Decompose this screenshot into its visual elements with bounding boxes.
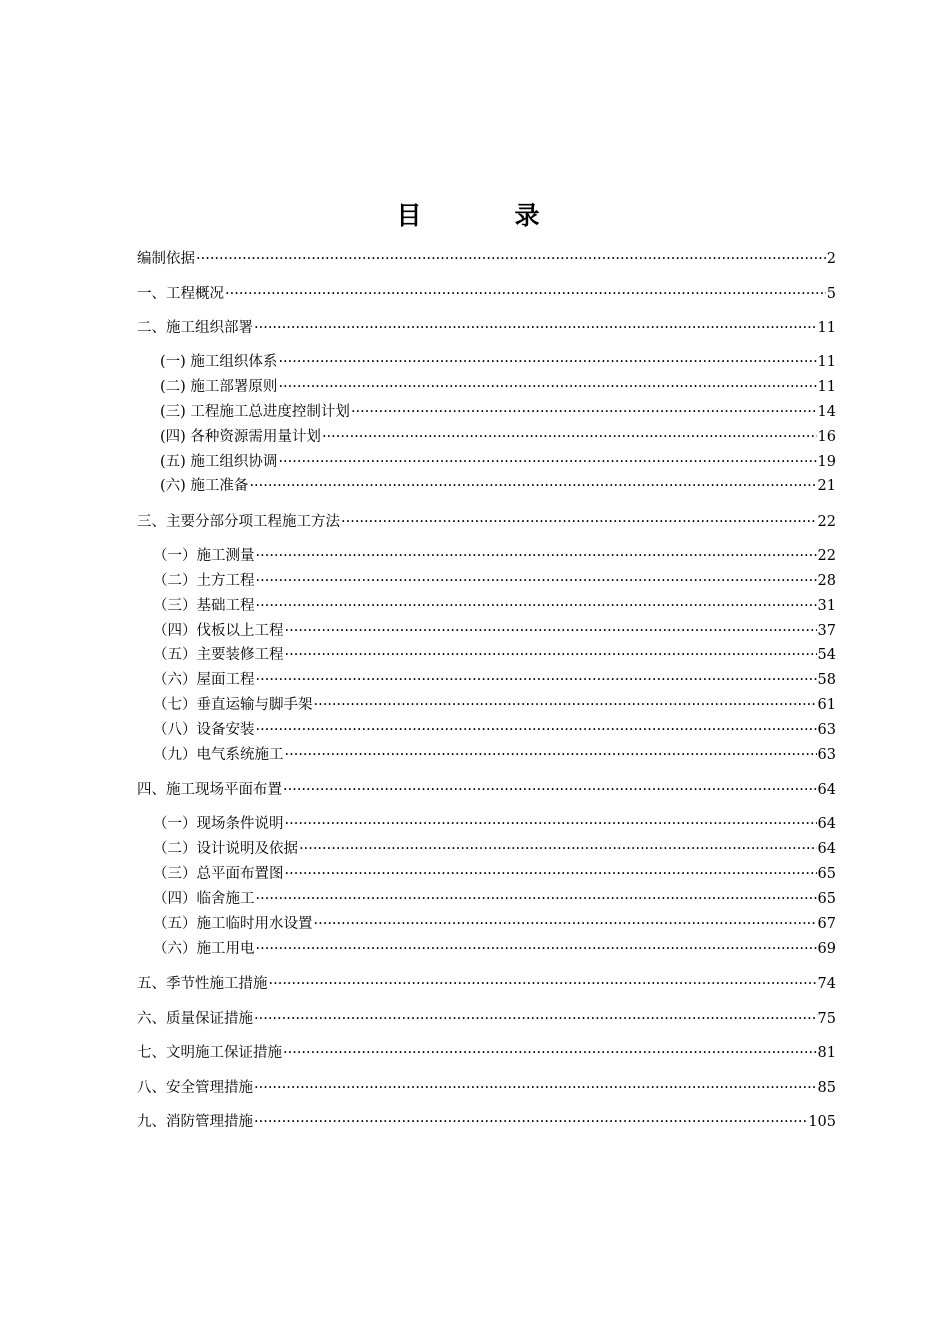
toc-entry-subsection[interactable] bbox=[137, 718, 836, 743]
dot-leader bbox=[249, 474, 816, 499]
dot-leader bbox=[256, 887, 817, 912]
toc-entry-label: （七）垂直运输与脚手架 bbox=[153, 697, 313, 714]
toc-entry-label: 二、施工组织部署 bbox=[137, 320, 253, 336]
toc-entry-label: （九）电气系统施工 bbox=[153, 746, 284, 763]
dot-leader bbox=[314, 912, 817, 937]
toc-entry-page: 28 bbox=[817, 572, 836, 589]
toc-entry-label: 七、文明施工保证措施 bbox=[137, 1045, 282, 1062]
toc-entry-section-1[interactable] bbox=[137, 282, 836, 306]
dot-leader bbox=[341, 510, 817, 534]
toc-entry-page: 16 bbox=[817, 428, 836, 445]
toc-entry-page: 11 bbox=[817, 320, 836, 336]
toc-entry-section-8[interactable] bbox=[137, 1076, 836, 1100]
toc-entry-subsection[interactable] bbox=[137, 912, 836, 937]
toc-entry-subsection[interactable] bbox=[137, 668, 836, 693]
toc-entry-page: 65 bbox=[817, 866, 836, 883]
toc-entry-label: 五、季节性施工措施 bbox=[137, 976, 268, 993]
toc-entry-label: (一) 施工组织体系 bbox=[160, 354, 278, 370]
toc-entry-section-5[interactable] bbox=[137, 972, 836, 996]
toc-entry-label: （八）设备安装 bbox=[153, 722, 255, 739]
toc-entry-page: 22 bbox=[817, 547, 836, 564]
toc-entry-label: 八、安全管理措施 bbox=[137, 1079, 253, 1096]
toc-entry-page: 5 bbox=[826, 285, 836, 302]
toc-entry-page: 11 bbox=[817, 378, 836, 395]
dot-leader bbox=[225, 282, 826, 306]
dot-leader bbox=[256, 569, 817, 594]
toc-entry-page: 19 bbox=[817, 453, 836, 470]
toc-entry-label: (二) 施工部署原则 bbox=[160, 378, 278, 395]
toc-entry-page: 105 bbox=[808, 1114, 836, 1131]
toc-entry-subsection[interactable] bbox=[137, 643, 836, 668]
toc-entry-subsection[interactable] bbox=[137, 474, 836, 499]
toc-entry-label: 三、主要分部分项工程施工方法 bbox=[137, 513, 340, 530]
dot-leader bbox=[299, 837, 817, 862]
dot-leader bbox=[256, 544, 817, 569]
toc-entry-page: 2 bbox=[826, 251, 836, 267]
dot-leader bbox=[278, 450, 816, 475]
toc-entry-page: 63 bbox=[817, 722, 836, 739]
toc-entry-page: 64 bbox=[817, 816, 836, 833]
toc-entry-subsection[interactable] bbox=[137, 743, 836, 768]
dot-leader bbox=[254, 316, 817, 340]
dot-leader bbox=[278, 350, 816, 375]
toc-entry-page: 22 bbox=[817, 513, 836, 530]
toc-entry-label: (五) 施工组织协调 bbox=[160, 453, 278, 470]
toc-entry-page: 75 bbox=[817, 1010, 836, 1027]
dot-leader bbox=[256, 718, 817, 743]
toc-entry-label: （六）屋面工程 bbox=[153, 672, 255, 689]
toc-entry-page: 63 bbox=[817, 746, 836, 763]
toc-entry-page: 21 bbox=[817, 478, 836, 495]
toc-entry-label: （二）设计说明及依据 bbox=[153, 841, 298, 858]
dot-leader bbox=[283, 778, 817, 802]
toc-entry-subsection[interactable] bbox=[137, 812, 836, 837]
toc-entry-page: 69 bbox=[817, 940, 836, 957]
toc-entry-subsection[interactable] bbox=[137, 837, 836, 862]
table-of-contents bbox=[137, 247, 836, 1134]
dot-leader bbox=[269, 972, 817, 996]
toc-entry-label: 编制依据 bbox=[137, 251, 195, 267]
toc-entry-label: （五）施工临时用水设置 bbox=[153, 915, 313, 932]
toc-entry-section-9[interactable] bbox=[137, 1110, 836, 1134]
toc-entry-page: 81 bbox=[817, 1045, 836, 1062]
toc-entry-section-6[interactable] bbox=[137, 1007, 836, 1031]
toc-entry-page: 64 bbox=[817, 782, 836, 799]
toc-entry-subsection[interactable] bbox=[137, 887, 836, 912]
toc-entry-page: 14 bbox=[817, 403, 836, 420]
dot-leader bbox=[283, 1041, 817, 1065]
dot-leader bbox=[278, 375, 816, 400]
toc-entry-page: 54 bbox=[817, 647, 836, 664]
toc-entry-section-4[interactable] bbox=[137, 778, 836, 802]
toc-entry-subsection[interactable] bbox=[137, 937, 836, 962]
dot-leader bbox=[314, 693, 817, 718]
toc-entry-label: （六）施工用电 bbox=[153, 940, 255, 957]
toc-entry-label: （二）土方工程 bbox=[153, 572, 255, 589]
toc-title: 目 录 bbox=[396, 201, 574, 230]
toc-entry-subsection[interactable] bbox=[137, 619, 836, 644]
toc-entry-subsection[interactable] bbox=[137, 693, 836, 718]
toc-entry-subsection[interactable] bbox=[137, 569, 836, 594]
toc-entry-page: 31 bbox=[817, 597, 836, 614]
toc-entry-page: 64 bbox=[817, 841, 836, 858]
toc-entry-page: 85 bbox=[817, 1079, 836, 1096]
toc-entry-subsection[interactable] bbox=[137, 594, 836, 619]
dot-leader bbox=[285, 643, 817, 668]
dot-leader bbox=[254, 1110, 807, 1134]
toc-entry-section-2[interactable] bbox=[137, 316, 836, 340]
dot-leader bbox=[196, 247, 826, 271]
toc-entry-basis[interactable] bbox=[137, 247, 836, 271]
toc-entry-section-3[interactable] bbox=[137, 510, 836, 534]
dot-leader bbox=[351, 400, 817, 425]
toc-entry-label: 四、施工现场平面布置 bbox=[137, 782, 282, 799]
toc-entry-subsection[interactable] bbox=[137, 862, 836, 887]
toc-entry-label: 一、工程概况 bbox=[137, 285, 224, 302]
toc-entry-label: （四）伐板以上工程 bbox=[153, 622, 284, 639]
dot-leader bbox=[285, 743, 817, 768]
dot-leader bbox=[256, 937, 817, 962]
dot-leader bbox=[256, 594, 817, 619]
dot-leader bbox=[256, 668, 817, 693]
toc-entry-subsection[interactable] bbox=[137, 544, 836, 569]
toc-entry-subsection[interactable] bbox=[137, 450, 836, 475]
toc-entry-page: 67 bbox=[817, 915, 836, 932]
toc-entry-label: (六) 施工准备 bbox=[160, 478, 249, 495]
toc-entry-label: (三) 工程施工总进度控制计划 bbox=[160, 403, 350, 420]
toc-entry-label: （三）基础工程 bbox=[153, 597, 255, 614]
toc-entry-subsection[interactable] bbox=[137, 350, 836, 375]
toc-entry-section-7[interactable] bbox=[137, 1041, 836, 1065]
toc-entry-label: 九、消防管理措施 bbox=[137, 1114, 253, 1131]
toc-entry-page: 11 bbox=[817, 354, 836, 370]
dot-leader bbox=[285, 812, 817, 837]
toc-entry-label: (四) 各种资源需用量计划 bbox=[160, 428, 321, 445]
toc-entry-page: 61 bbox=[817, 697, 836, 714]
dot-leader bbox=[285, 619, 817, 644]
toc-entry-label: （三）总平面布置图 bbox=[153, 866, 284, 883]
toc-entry-page: 65 bbox=[817, 891, 836, 908]
toc-entry-label: 六、质量保证措施 bbox=[137, 1010, 253, 1027]
toc-entry-label: （四）临舍施工 bbox=[153, 891, 255, 908]
toc-entry-subsection[interactable] bbox=[137, 400, 836, 425]
toc-entry-subsection[interactable] bbox=[137, 425, 836, 450]
toc-entry-page: 58 bbox=[817, 672, 836, 689]
dot-leader bbox=[322, 425, 817, 450]
dot-leader bbox=[254, 1076, 817, 1100]
toc-entry-label: （一）施工测量 bbox=[153, 547, 255, 564]
dot-leader bbox=[254, 1007, 817, 1031]
toc-entry-label: （一）现场条件说明 bbox=[153, 816, 284, 833]
toc-entry-page: 74 bbox=[817, 976, 836, 993]
toc-entry-label: （五）主要装修工程 bbox=[153, 647, 284, 664]
toc-entry-subsection[interactable] bbox=[137, 375, 836, 400]
dot-leader bbox=[285, 862, 817, 887]
toc-entry-page: 37 bbox=[817, 622, 836, 639]
